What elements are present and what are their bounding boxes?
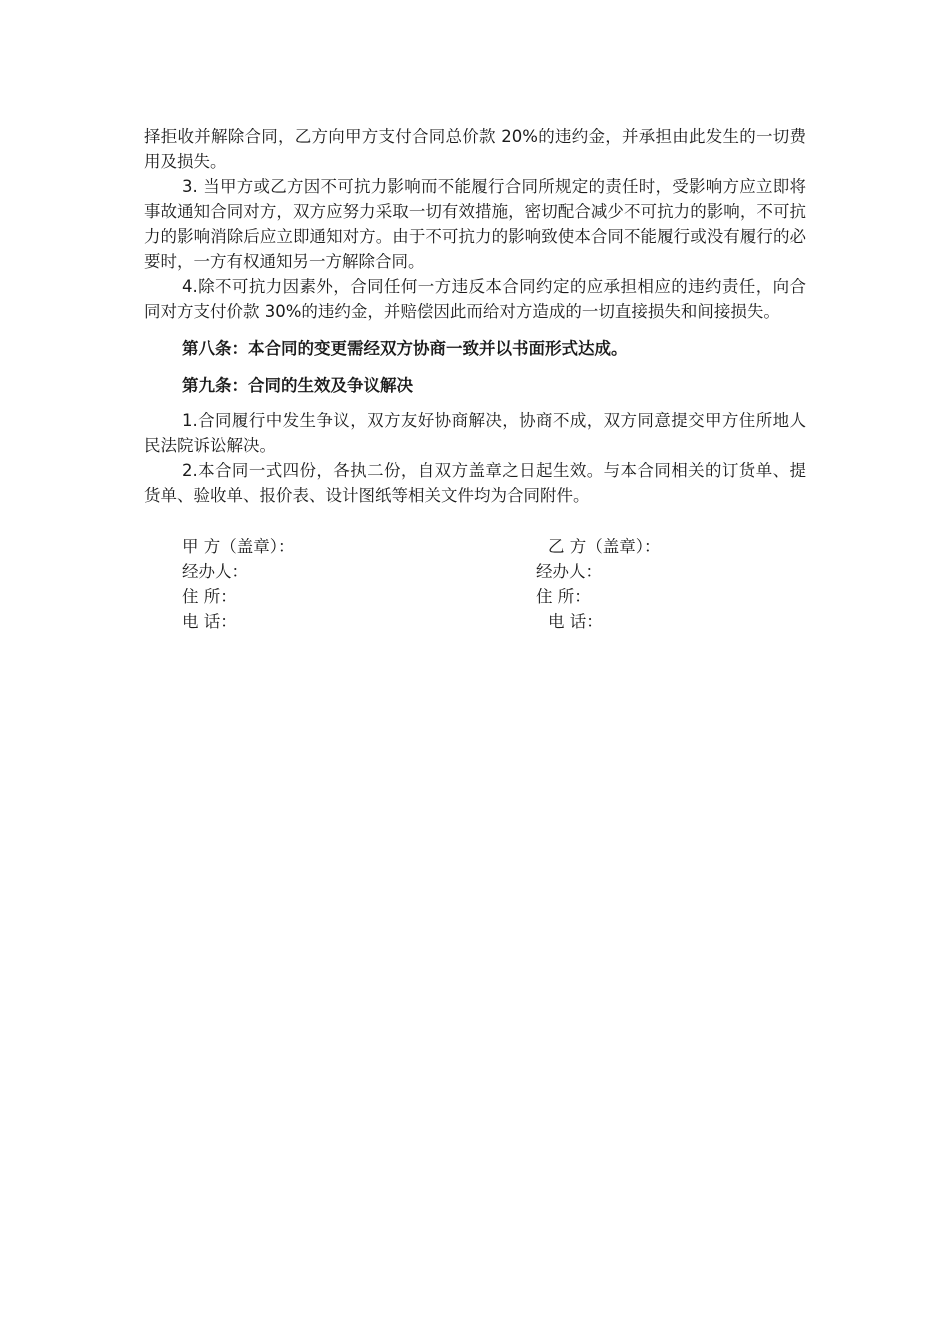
address-a-label: 住 所：: [182, 587, 237, 606]
signature-block: [144, 534, 806, 634]
paragraph-effectiveness: 2.本合同一式四份，各执二份，自双方盖章之日起生效。与本合同相关的订货单、提货单、验收单、报价表、设计图纸等相关文件均为合同附件。: [144, 461, 806, 505]
agent-b-label: 经办人：: [536, 562, 602, 581]
document-page: [144, 124, 806, 634]
phone-a-label: 电 话：: [182, 612, 237, 631]
party-b-label: 乙 方（盖章）：: [548, 537, 661, 556]
paragraph-continuation: 择拒收并解除合同，乙方向甲方支付合同总价款 20%的违约金，并承担由此发生的一切费用及损失。: [144, 127, 806, 171]
paragraph-force-majeure: 3. 当甲方或乙方因不可抗力影响而不能履行合同所规定的责任时，受影响方应立即将事故通知合同对方，双方应努力采取一切有效措施，密切配合减少不可抗力的影响，不可抗力的影响消除后应立即通知对方。由于不可抗力的影响致使本合同不能履行或没有履行的必要时，一方有权通知另一方解除合同。: [144, 177, 806, 271]
signature-row-agent: [144, 559, 806, 584]
party-a-label: 甲 方（盖章）：: [182, 537, 295, 556]
agent-a-label: 经办人：: [182, 562, 248, 581]
signature-row-party: [144, 534, 806, 559]
signature-row-phone: [144, 609, 806, 634]
signature-row-address: [144, 584, 806, 609]
paragraph-breach-penalty: 4.除不可抗力因素外，合同任何一方违反本合同约定的应承担相应的违约责任，向合同对方支付价款 30%的违约金，并赔偿因此而给对方造成的一切直接损失和间接损失。: [144, 277, 806, 321]
article-8-heading: 第八条：本合同的变更需经双方协商一致并以书面形式达成。: [182, 339, 628, 358]
article-9-heading: 第九条：合同的生效及争议解决: [182, 376, 413, 395]
paragraph-dispute: 1.合同履行中发生争议，双方友好协商解决，协商不成，双方同意提交甲方住所地人民法院诉讼解决。: [144, 411, 806, 455]
address-b-label: 住 所：: [536, 587, 591, 606]
phone-b-label: 电 话：: [548, 612, 603, 631]
